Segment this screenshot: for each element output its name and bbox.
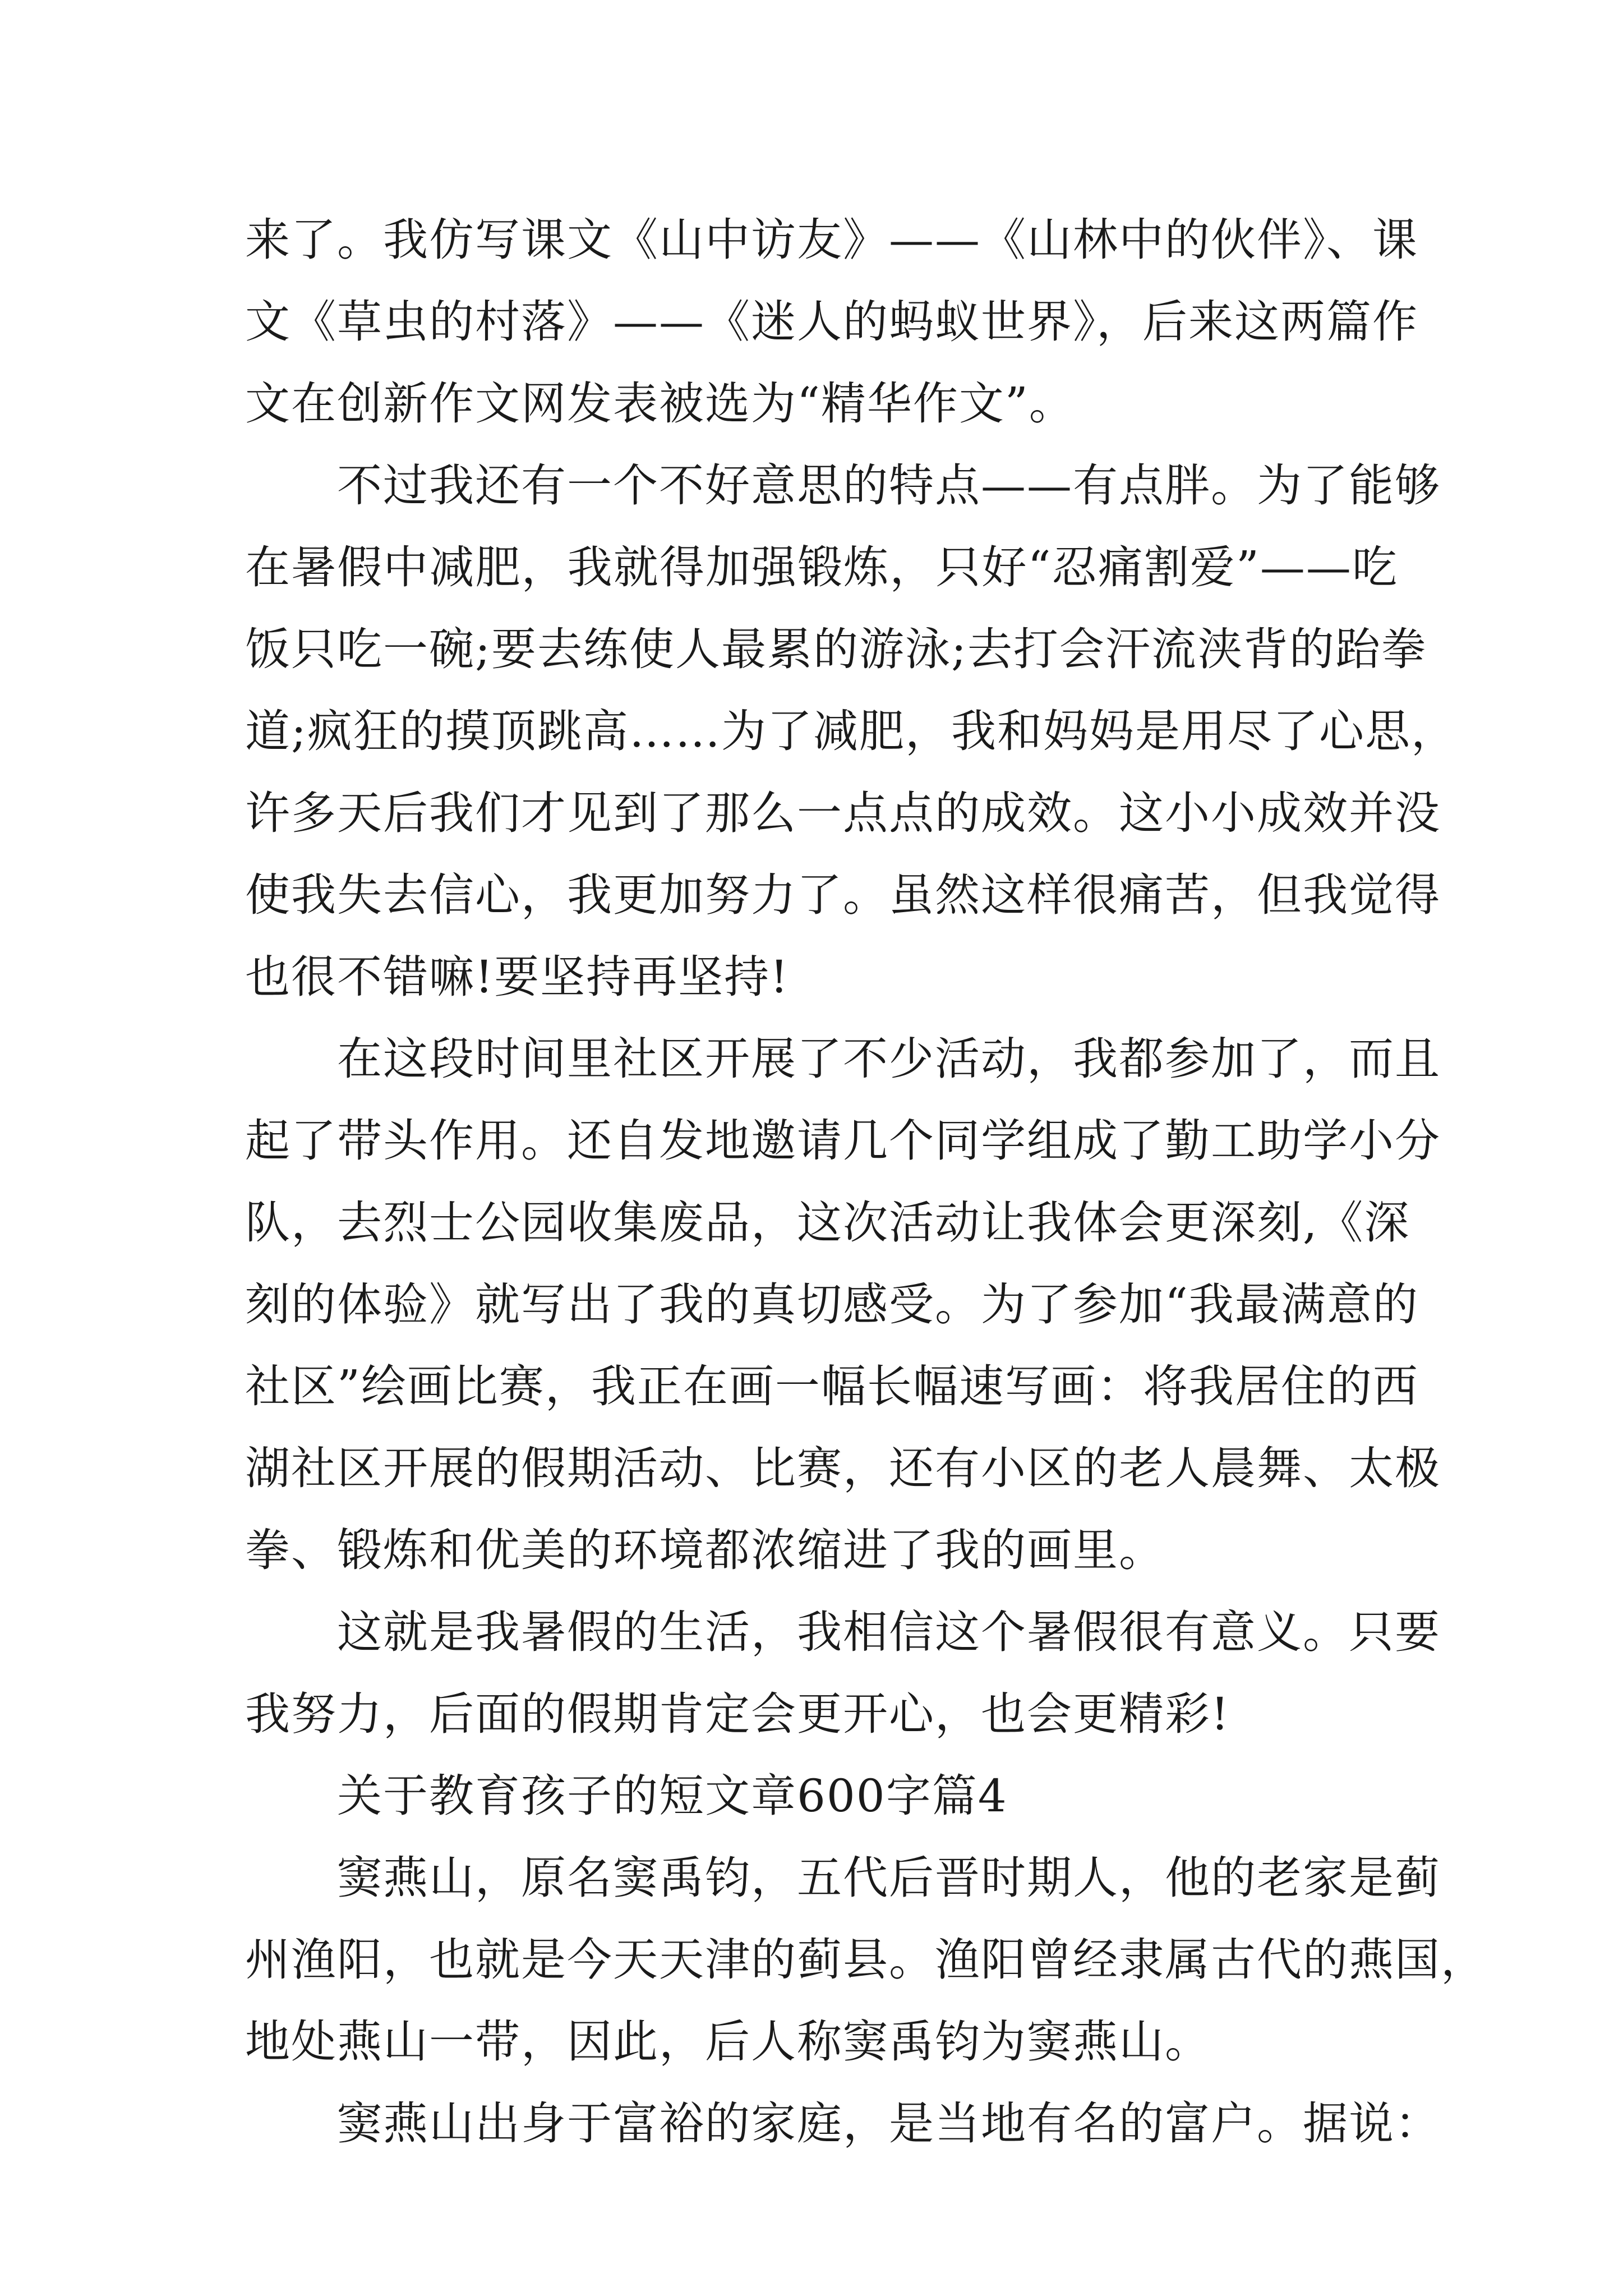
text-line: 州渔阳，也就是今天天津的蓟县。渔阳曾经隶属古代的燕国， bbox=[245, 1934, 1487, 1986]
text-line: 窦燕山，原名窦禹钧，五代后晋时期人，他的老家是蓟 bbox=[337, 1852, 1441, 1904]
article-body bbox=[245, 199, 1487, 2165]
text-line: 起了带头作用。还自发地邀请几个同学组成了勤工助学小分 bbox=[245, 1115, 1441, 1167]
text-line: 道;疯狂的摸顶跳高……为了减肥，我和妈妈是用尽了心思， bbox=[245, 705, 1457, 757]
text-line: 文在创新作文网发表被选为“精华作文”。 bbox=[245, 378, 1075, 430]
text-line: 拳、锻炼和优美的环境都浓缩进了我的画里。 bbox=[245, 1524, 1165, 1576]
text-line: 这就是我暑假的生活，我相信这个暑假很有意义。只要 bbox=[337, 1606, 1441, 1658]
paragraph-summary bbox=[245, 1591, 1441, 1755]
text-line: 使我失去信心，我更加努力了。虽然这样很痛苦，但我觉得 bbox=[245, 869, 1441, 921]
text-line: 刻的体验》就写出了我的真切感受。为了参加“我最满意的 bbox=[245, 1278, 1419, 1331]
text-line: 在暑假中减肥，我就得加强锻炼，只好“忍痛割爱”——吃 bbox=[245, 541, 1398, 593]
text-line: 我努力，后面的假期肯定会更开心，也会更精彩! bbox=[245, 1688, 1230, 1740]
paragraph-weight-loss bbox=[245, 445, 1457, 1018]
text-line: 在这段时间里社区开展了不少活动，我都参加了，而且 bbox=[337, 1033, 1441, 1085]
paragraph-community bbox=[245, 1018, 1441, 1591]
paragraph-dou-yanshan-origin bbox=[245, 1837, 1487, 2083]
text-line: 地处燕山一带，因此，后人称窦禹钧为窦燕山。 bbox=[245, 2016, 1211, 2068]
text-line: 不过我还有一个不好意思的特点——有点胖。为了能够 bbox=[337, 459, 1441, 512]
paragraph-dou-yanshan-family bbox=[245, 2083, 1441, 2165]
text-line: 文《草虫的村落》——《迷人的蚂蚁世界》，后来这两篇作 bbox=[245, 296, 1418, 348]
text-line: 社区”绘画比赛，我正在画一幅长幅速写画：将我居住的西 bbox=[245, 1360, 1419, 1412]
paragraph-continuation bbox=[245, 199, 1418, 445]
text-line: 队，去烈士公园收集废品，这次活动让我体会更深刻,《深 bbox=[245, 1197, 1410, 1249]
text-line: 许多天后我们才见到了那么一点点的成效。这小小成效并没 bbox=[245, 787, 1441, 839]
text-line: 来了。我仿写课文《山中访友》——《山林中的伙伴》、课 bbox=[245, 214, 1418, 266]
text-line: 饭只吃一碗;要去练使人最累的游泳;去打会汗流浃背的跆拳 bbox=[245, 623, 1427, 675]
text-line: 窦燕山出身于富裕的家庭，是当地有名的富户。据说： bbox=[337, 2097, 1441, 2150]
heading-text: 关于教育孩子的短文章600字篇4 bbox=[337, 1770, 1008, 1822]
text-line: 也很不错嘛!要坚持再坚持! bbox=[245, 951, 790, 1003]
section-heading bbox=[245, 1755, 1398, 1837]
text-line: 湖社区开展的假期活动、比赛，还有小区的老人晨舞、太极 bbox=[245, 1442, 1441, 1494]
